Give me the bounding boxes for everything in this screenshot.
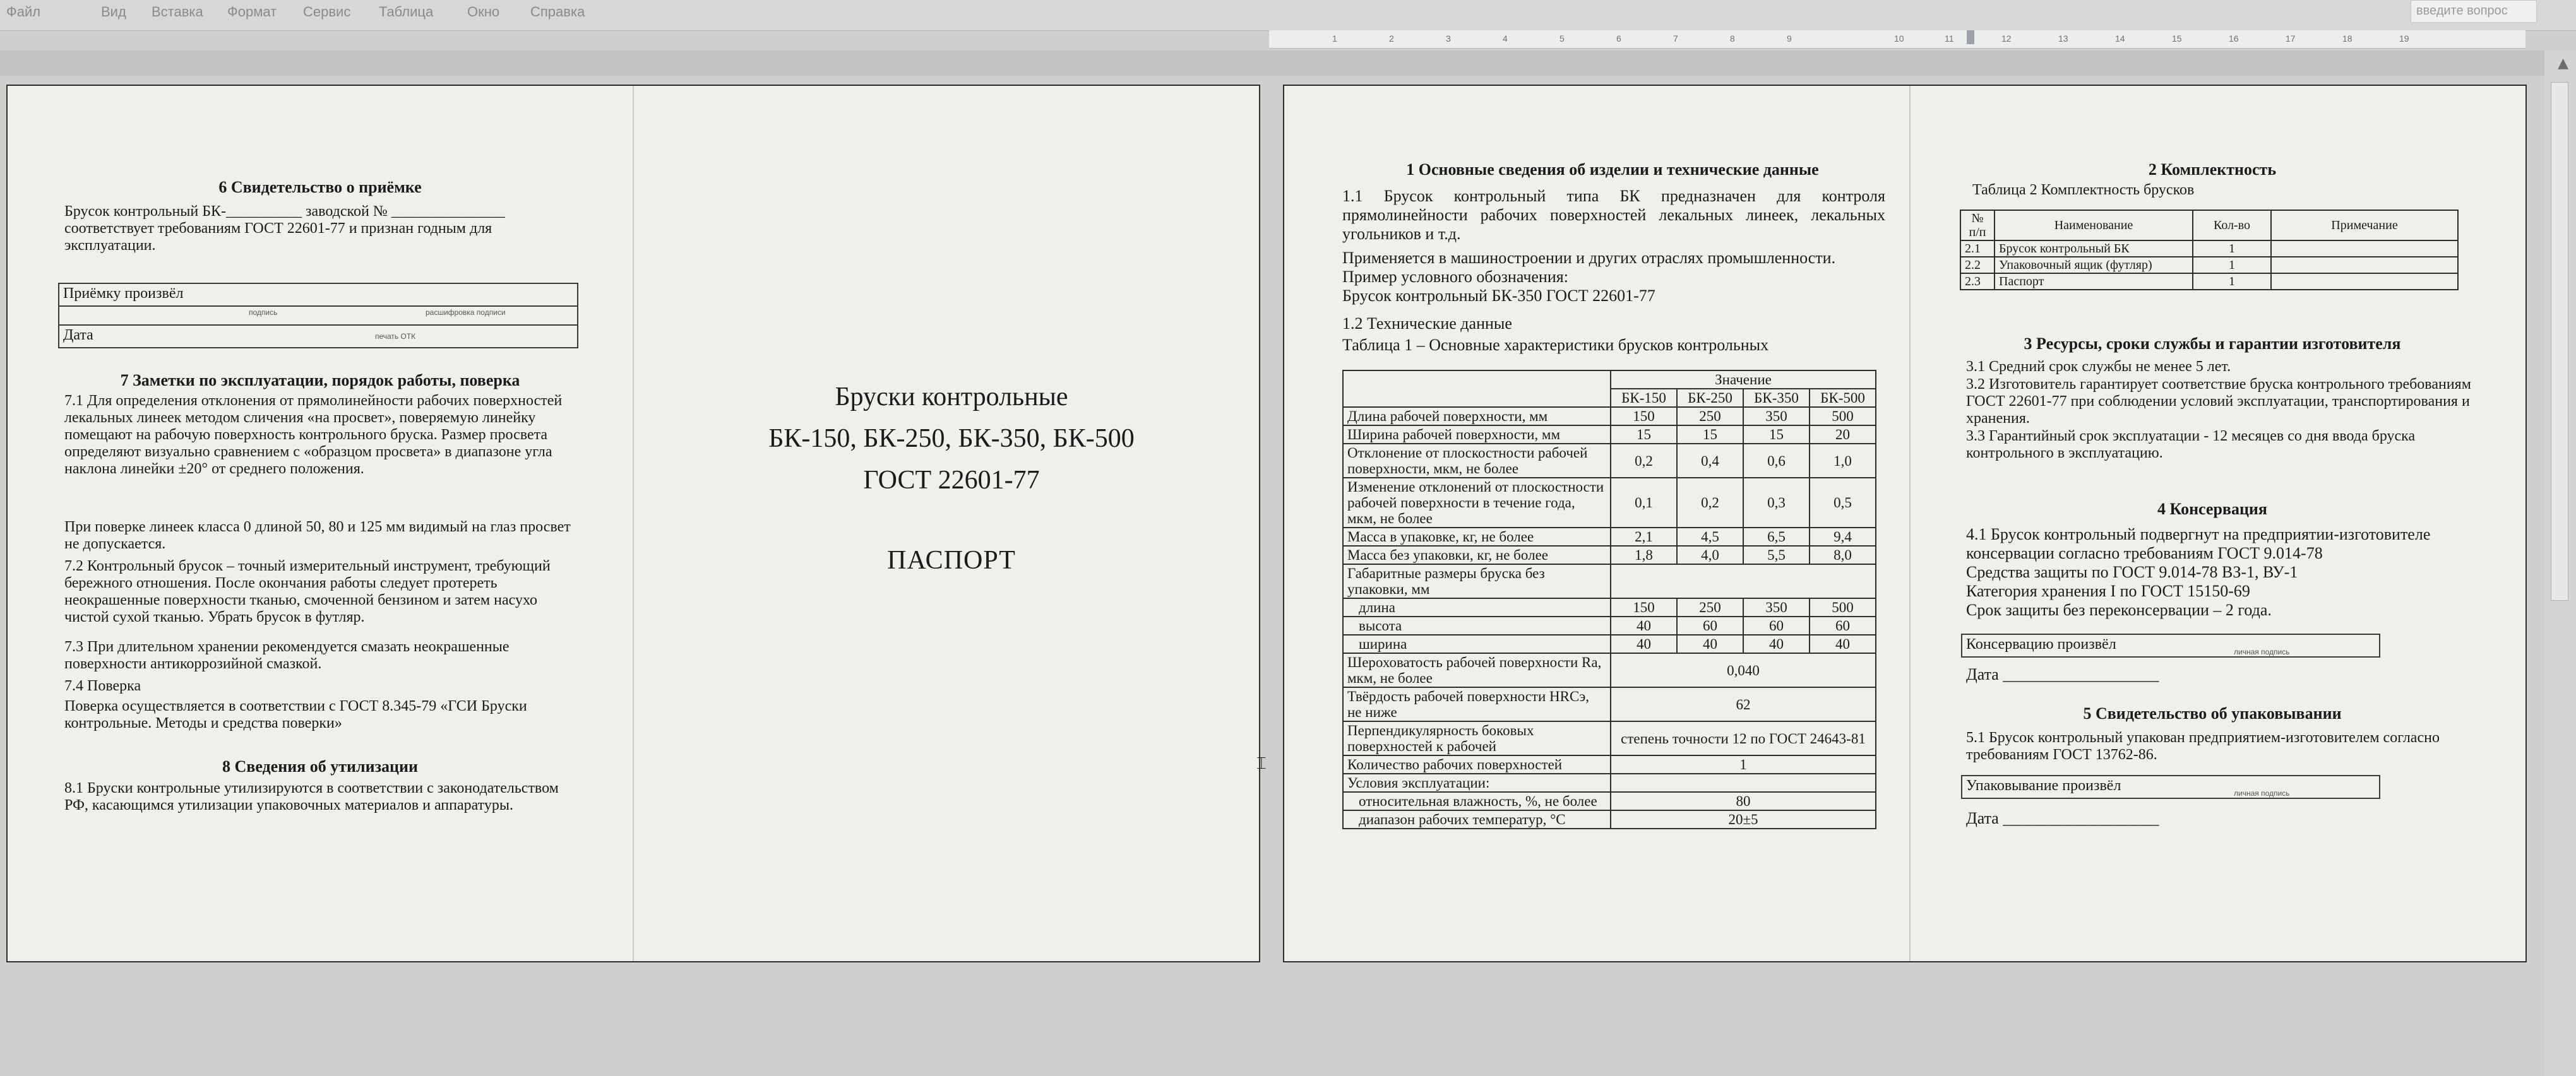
table-header: БК-350 [1743, 389, 1810, 407]
ruler-tick: 11 [1945, 33, 1954, 44]
table-cell: 500 [1810, 407, 1876, 425]
product-standard: ГОСТ 22601-77 [863, 466, 1040, 495]
table-cell: 6,5 [1743, 528, 1810, 546]
table-cell: 1,0 [1810, 444, 1876, 478]
scroll-up-icon[interactable]: ▲ [2558, 56, 2568, 71]
table-row [1343, 774, 1876, 792]
section-3-title: 3 Ресурсы, сроки службы и гарантии изготовителя [2024, 334, 2401, 353]
table-cell: 62 [1611, 687, 1876, 721]
table1-caption: Таблица 1 – Основные характеристики брусков контрольных [1342, 336, 1769, 354]
section-4-p4: Срок защиты без переконсервации – 2 года. [1966, 601, 2272, 619]
menu-view[interactable]: Вид [101, 4, 126, 20]
table-cell: 350 [1743, 598, 1810, 617]
table-cell: 250 [1677, 407, 1743, 425]
table-cell [2271, 273, 2458, 290]
ruler-tick: 10 [1894, 33, 1904, 44]
page-right [1284, 86, 2525, 961]
section-4-p1: 4.1 Брусок контрольный подвергнут на предприятии-изготовителе консервации согласно требованиям ГОСТ 9.014-78 [1966, 525, 2431, 562]
table-row [1960, 210, 2458, 240]
table-cell: Твёрдость рабочей поверхности HRCэ, не ниже [1343, 687, 1611, 721]
table-header: Наименование [1995, 210, 2193, 240]
section-4-title: 4 Консервация [2157, 500, 2267, 518]
table-cell: Длина рабочей поверхности, мм [1343, 407, 1611, 425]
table-cell [2271, 257, 2458, 273]
table-cell: 350 [1743, 407, 1810, 425]
table-cell: 250 [1677, 598, 1743, 617]
table-cell: 0,2 [1611, 444, 1677, 478]
table-row [1343, 653, 1876, 687]
table-cell: ширина [1343, 635, 1611, 653]
table2-caption: Таблица 2 Комплектность брусков [1972, 182, 2195, 198]
section-6-title: 6 Свидетельство о приёмке [218, 178, 422, 196]
table-cell: 5,5 [1743, 546, 1810, 564]
date-label: Дата [63, 327, 93, 343]
table-cell: диапазон рабочих температур, °С [1343, 810, 1611, 829]
section-8-text: 8.1 Бруски контрольные утилизируются в соответствии с законодательством РФ, касающимся утилизации упаковочных материалов и аппаратуры. [64, 780, 559, 813]
table-row [1343, 425, 1876, 444]
characteristics-table [1342, 370, 1876, 829]
ruler-tick: 15 [2172, 33, 2182, 44]
acceptance-label: Приёмку произвёл [63, 285, 184, 302]
section-7-p2: При поверке линеек класса 0 длиной 50, 80 и 125 мм видимый на глаз просвет не допускается. [64, 519, 571, 552]
signature-caption: личная подпись [2234, 647, 2290, 656]
table-cell: Ширина рабочей поверхности, мм [1343, 425, 1611, 444]
section-7-p5: 7.4 Поверка [64, 678, 141, 694]
ruler-tick: 18 [2342, 33, 2352, 44]
ruler-tick: 13 [2058, 33, 2068, 44]
table-row [1343, 528, 1876, 546]
conservation-form [1961, 634, 2380, 658]
table-cell: 0,3 [1743, 478, 1810, 528]
table-cell: 500 [1810, 598, 1876, 617]
section-7-title: 7 Заметки по эксплуатации, порядок работы, поверка [120, 371, 520, 389]
menu-help[interactable]: Справка [530, 4, 585, 20]
table-cell: высота [1343, 617, 1611, 635]
section-7-p6: Поверка осуществляется в соответствии с ГОСТ 8.345-79 «ГСИ Бруски контрольные. Методы и средства поверки» [64, 698, 527, 731]
table-row [1343, 564, 1876, 598]
page-left [8, 86, 1259, 961]
table-cell: 9,4 [1810, 528, 1876, 546]
table-cell: 60 [1743, 617, 1810, 635]
table-row [1343, 792, 1876, 810]
table-cell: Значение [1611, 370, 1876, 389]
section-8-title: 8 Сведения об утилизации [222, 757, 418, 776]
conservation-date: Дата ___________________ [1966, 665, 2159, 683]
table-cell: 150 [1611, 407, 1677, 425]
table-cell: 60 [1810, 617, 1876, 635]
table-cell: 20±5 [1611, 810, 1876, 829]
section-7-p3: 7.2 Контрольный брусок – точный измерительный инструмент, требующий бережного отношения. После окончания работы следует протереть неокрашенные поверхности тканью, смоченной бензином и затем насухо чистой сухой тканью. Убрать брусок в футляр. [64, 558, 551, 625]
section-1-title: 1 Основные сведения об изделии и технические данные [1406, 160, 1819, 179]
menu-tools[interactable]: Сервис [303, 4, 351, 20]
ruler-tick: 6 [1616, 33, 1621, 44]
table-row [1343, 810, 1876, 829]
table-header: БК-150 [1611, 389, 1677, 407]
completeness-table [1960, 210, 2459, 290]
fold-line [633, 86, 634, 961]
product-models: БК-150, БК-250, БК-350, БК-500 [768, 424, 1135, 453]
section-3-p3: 3.3 Гарантийный срок эксплуатации - 12 месяцев со дня ввода бруска контрольного в эксплуатацию. [1966, 428, 2416, 461]
table-cell: Габаритные размеры бруска без упаковки, мм [1343, 564, 1611, 598]
table-cell: 40 [1611, 617, 1677, 635]
signature-caption: подпись [249, 308, 278, 317]
table-cell [2271, 240, 2458, 257]
section-1-p3: Пример условного обозначения: [1342, 268, 1568, 286]
product-title: Бруски контрольные [835, 382, 1068, 411]
table-cell: Масса без упаковки, кг, не более [1343, 546, 1611, 564]
section-3-p2: 3.2 Изготовитель гарантирует соответствие бруска контрольного требованиям ГОСТ 22601-77 при соблюдении условий эксплуатации, транспортирования и хранения. [1966, 376, 2471, 427]
table-cell: 4,5 [1677, 528, 1743, 546]
table-cell: степень точности 12 по ГОСТ 24643-81 [1611, 721, 1876, 755]
table-cell: Количество рабочих поверхностей [1343, 755, 1611, 774]
section-2-title: 2 Комплектность [2148, 160, 2277, 179]
table-cell: длина [1343, 598, 1611, 617]
table-cell: 0,040 [1611, 653, 1876, 687]
table-row [1960, 257, 2458, 273]
table-cell: Перпендикулярность боковых поверхностей к рабочей [1343, 721, 1611, 755]
help-search-input[interactable]: введите вопрос [2411, 0, 2537, 23]
table-cell: Брусок контрольный БК [1995, 240, 2193, 257]
fold-line [1909, 86, 1911, 961]
section-1-p4: Брусок контрольный БК-350 ГОСТ 22601-77 [1342, 287, 1655, 305]
menu-insert[interactable]: Вставка [152, 4, 203, 20]
section-3-p1: 3.1 Средний срок службы не менее 5 лет. [1966, 358, 2231, 375]
table-header: БК-250 [1677, 389, 1743, 407]
table-header: Примечание [2271, 210, 2458, 240]
section-1-p1: 1.1 Брусок контрольный типа БК предназначен для контроля прямолинейности рабочих поверхностей лекальных линеек, лекальных угольников и т.д. [1342, 187, 1885, 243]
table-row [1343, 617, 1876, 635]
table-cell: 2.1 [1960, 240, 1995, 257]
table-row [1960, 273, 2458, 290]
section-4-p2: Средства защиты по ГОСТ 9.014-78 ВЗ-1, ВУ-1 [1966, 563, 2298, 581]
table-cell: 40 [1677, 635, 1743, 653]
ruler-tick: 12 [2001, 33, 2012, 44]
table-cell: 15 [1611, 425, 1677, 444]
table-cell: 15 [1677, 425, 1743, 444]
table-cell: 0,5 [1810, 478, 1876, 528]
table-row [1343, 598, 1876, 617]
table-cell: 40 [1743, 635, 1810, 653]
table-row [1343, 546, 1876, 564]
table-cell: Отклонение от плоскостности рабочей поверхности, мкм, не более [1343, 444, 1611, 478]
table-cell: 40 [1611, 635, 1677, 653]
table-cell: 1,8 [1611, 546, 1677, 564]
menu-bar [0, 0, 2576, 31]
table-row [1343, 407, 1876, 425]
table-cell: 150 [1611, 598, 1677, 617]
menu-window[interactable]: Окно [467, 4, 500, 20]
table-cell: 40 [1810, 635, 1876, 653]
table-cell: Условия эксплуатации: [1343, 774, 1611, 792]
section-7-p1: 7.1 Для определения отклонения от прямолинейности рабочих поверхностей лекальных линеек методом сличения «на просвет», поверяемую линейку помещают на рабочую поверхность контрольного бруска. Размер просвета определяют визуально сравнением с «образцом просвета» в диапазоне угла наклона линейки ±20° от среднего положения. [64, 393, 563, 477]
table-header: БК-500 [1810, 389, 1876, 407]
ruler-tick: 8 [1730, 33, 1735, 44]
signature-name-caption: расшифровка подписи [426, 308, 506, 317]
table-cell: 2.3 [1960, 273, 1995, 290]
table-cell: 1 [2193, 257, 2271, 273]
packaging-label: Упаковывание произвёл [1966, 777, 2121, 794]
packaging-form [1961, 775, 2380, 799]
table-cell: Шероховатость рабочей поверхности Ra, мкм, не более [1343, 653, 1611, 687]
table-cell: Упаковочный ящик (футляр) [1995, 257, 2193, 273]
signature-caption: личная подпись [2234, 789, 2290, 798]
table-row [1343, 370, 1876, 389]
table-cell: 0,4 [1677, 444, 1743, 478]
scroll-thumb[interactable] [2551, 82, 2568, 601]
table-cell: 20 [1810, 425, 1876, 444]
ruler-tick: 5 [1559, 33, 1565, 44]
acceptance-form [58, 283, 578, 348]
table-cell: 15 [1743, 425, 1810, 444]
table-cell: 1 [2193, 273, 2271, 290]
conservation-label: Консервацию произвёл [1966, 636, 2116, 653]
table-row [1343, 721, 1876, 755]
table-cell: 80 [1611, 792, 1876, 810]
table-cell: 1 [2193, 240, 2271, 257]
table-cell: 8,0 [1810, 546, 1876, 564]
document-pane-top [0, 50, 2576, 76]
table-header: Кол-во [2193, 210, 2271, 240]
menu-file[interactable]: Файл [6, 4, 41, 20]
menu-table[interactable]: Таблица [379, 4, 434, 20]
table-cell: 1 [1611, 755, 1876, 774]
table-row [1343, 478, 1876, 528]
table-cell: 0,1 [1611, 478, 1677, 528]
section-5-title: 5 Свидетельство об упаковывании [2083, 704, 2342, 723]
text-cursor-icon: ⌶ [1256, 754, 1267, 773]
table-cell: 2,1 [1611, 528, 1677, 546]
packaging-date: Дата ___________________ [1966, 809, 2159, 827]
section-1-p5: 1.2 Технические данные [1342, 314, 1512, 333]
table-row [1343, 635, 1876, 653]
title-block [639, 376, 1264, 576]
table-header: № п/п [1960, 210, 1995, 240]
ruler-tick: 1 [1332, 33, 1337, 44]
table-row [1960, 240, 2458, 257]
document-type: ПАСПОРТ [887, 546, 1016, 575]
table-cell: 0,2 [1677, 478, 1743, 528]
table-cell: 0,6 [1743, 444, 1810, 478]
section-6-text: Брусок контрольный БК-__________ заводской № _______________ соответствует требованиям ГОСТ 22601-77 и признан годным для эксплуатации. [64, 203, 505, 254]
section-4-p3: Категория хранения I по ГОСТ 15150-69 [1966, 582, 2250, 600]
table-cell: относительная влажность, %, не более [1343, 792, 1611, 810]
section-7-p4: 7.3 При длительном хранении рекомендуется смазать неокрашенные поверхности антикоррозийной смазкой. [64, 639, 510, 672]
table-row [1343, 687, 1876, 721]
ruler-tick: 4 [1503, 33, 1508, 44]
table-cell: 60 [1677, 617, 1743, 635]
menu-format[interactable]: Формат [227, 4, 277, 20]
ruler-tick: 3 [1446, 33, 1451, 44]
table-cell: Масса в упаковке, кг, не более [1343, 528, 1611, 546]
indent-marker-icon[interactable] [1967, 30, 1974, 44]
ruler-tick: 19 [2399, 33, 2409, 44]
table-cell: 4,0 [1677, 546, 1743, 564]
table-cell: Изменение отклонений от плоскостности рабочей поверхности в течение года, мкм, не более [1343, 478, 1611, 528]
table-row [1343, 755, 1876, 774]
stamp-caption: печать ОТК [375, 332, 416, 341]
section-1-p2: Применяется в машиностроении и других отраслях промышленности. [1342, 249, 1836, 267]
table-row [1343, 444, 1876, 478]
horizontal-ruler[interactable] [1269, 30, 2525, 49]
ruler-tick: 9 [1787, 33, 1792, 44]
section-5-p1: 5.1 Брусок контрольный упакован предприятием-изготовителем согласно требованиям ГОСТ 13762-86. [1966, 730, 2440, 763]
ruler-tick: 14 [2115, 33, 2125, 44]
ruler-tick: 16 [2229, 33, 2239, 44]
table-cell: Паспорт [1995, 273, 2193, 290]
ruler-tick: 2 [1389, 33, 1394, 44]
ruler-tick: 7 [1673, 33, 1678, 44]
table-cell: 2.2 [1960, 257, 1995, 273]
ruler-tick: 17 [2286, 33, 2296, 44]
